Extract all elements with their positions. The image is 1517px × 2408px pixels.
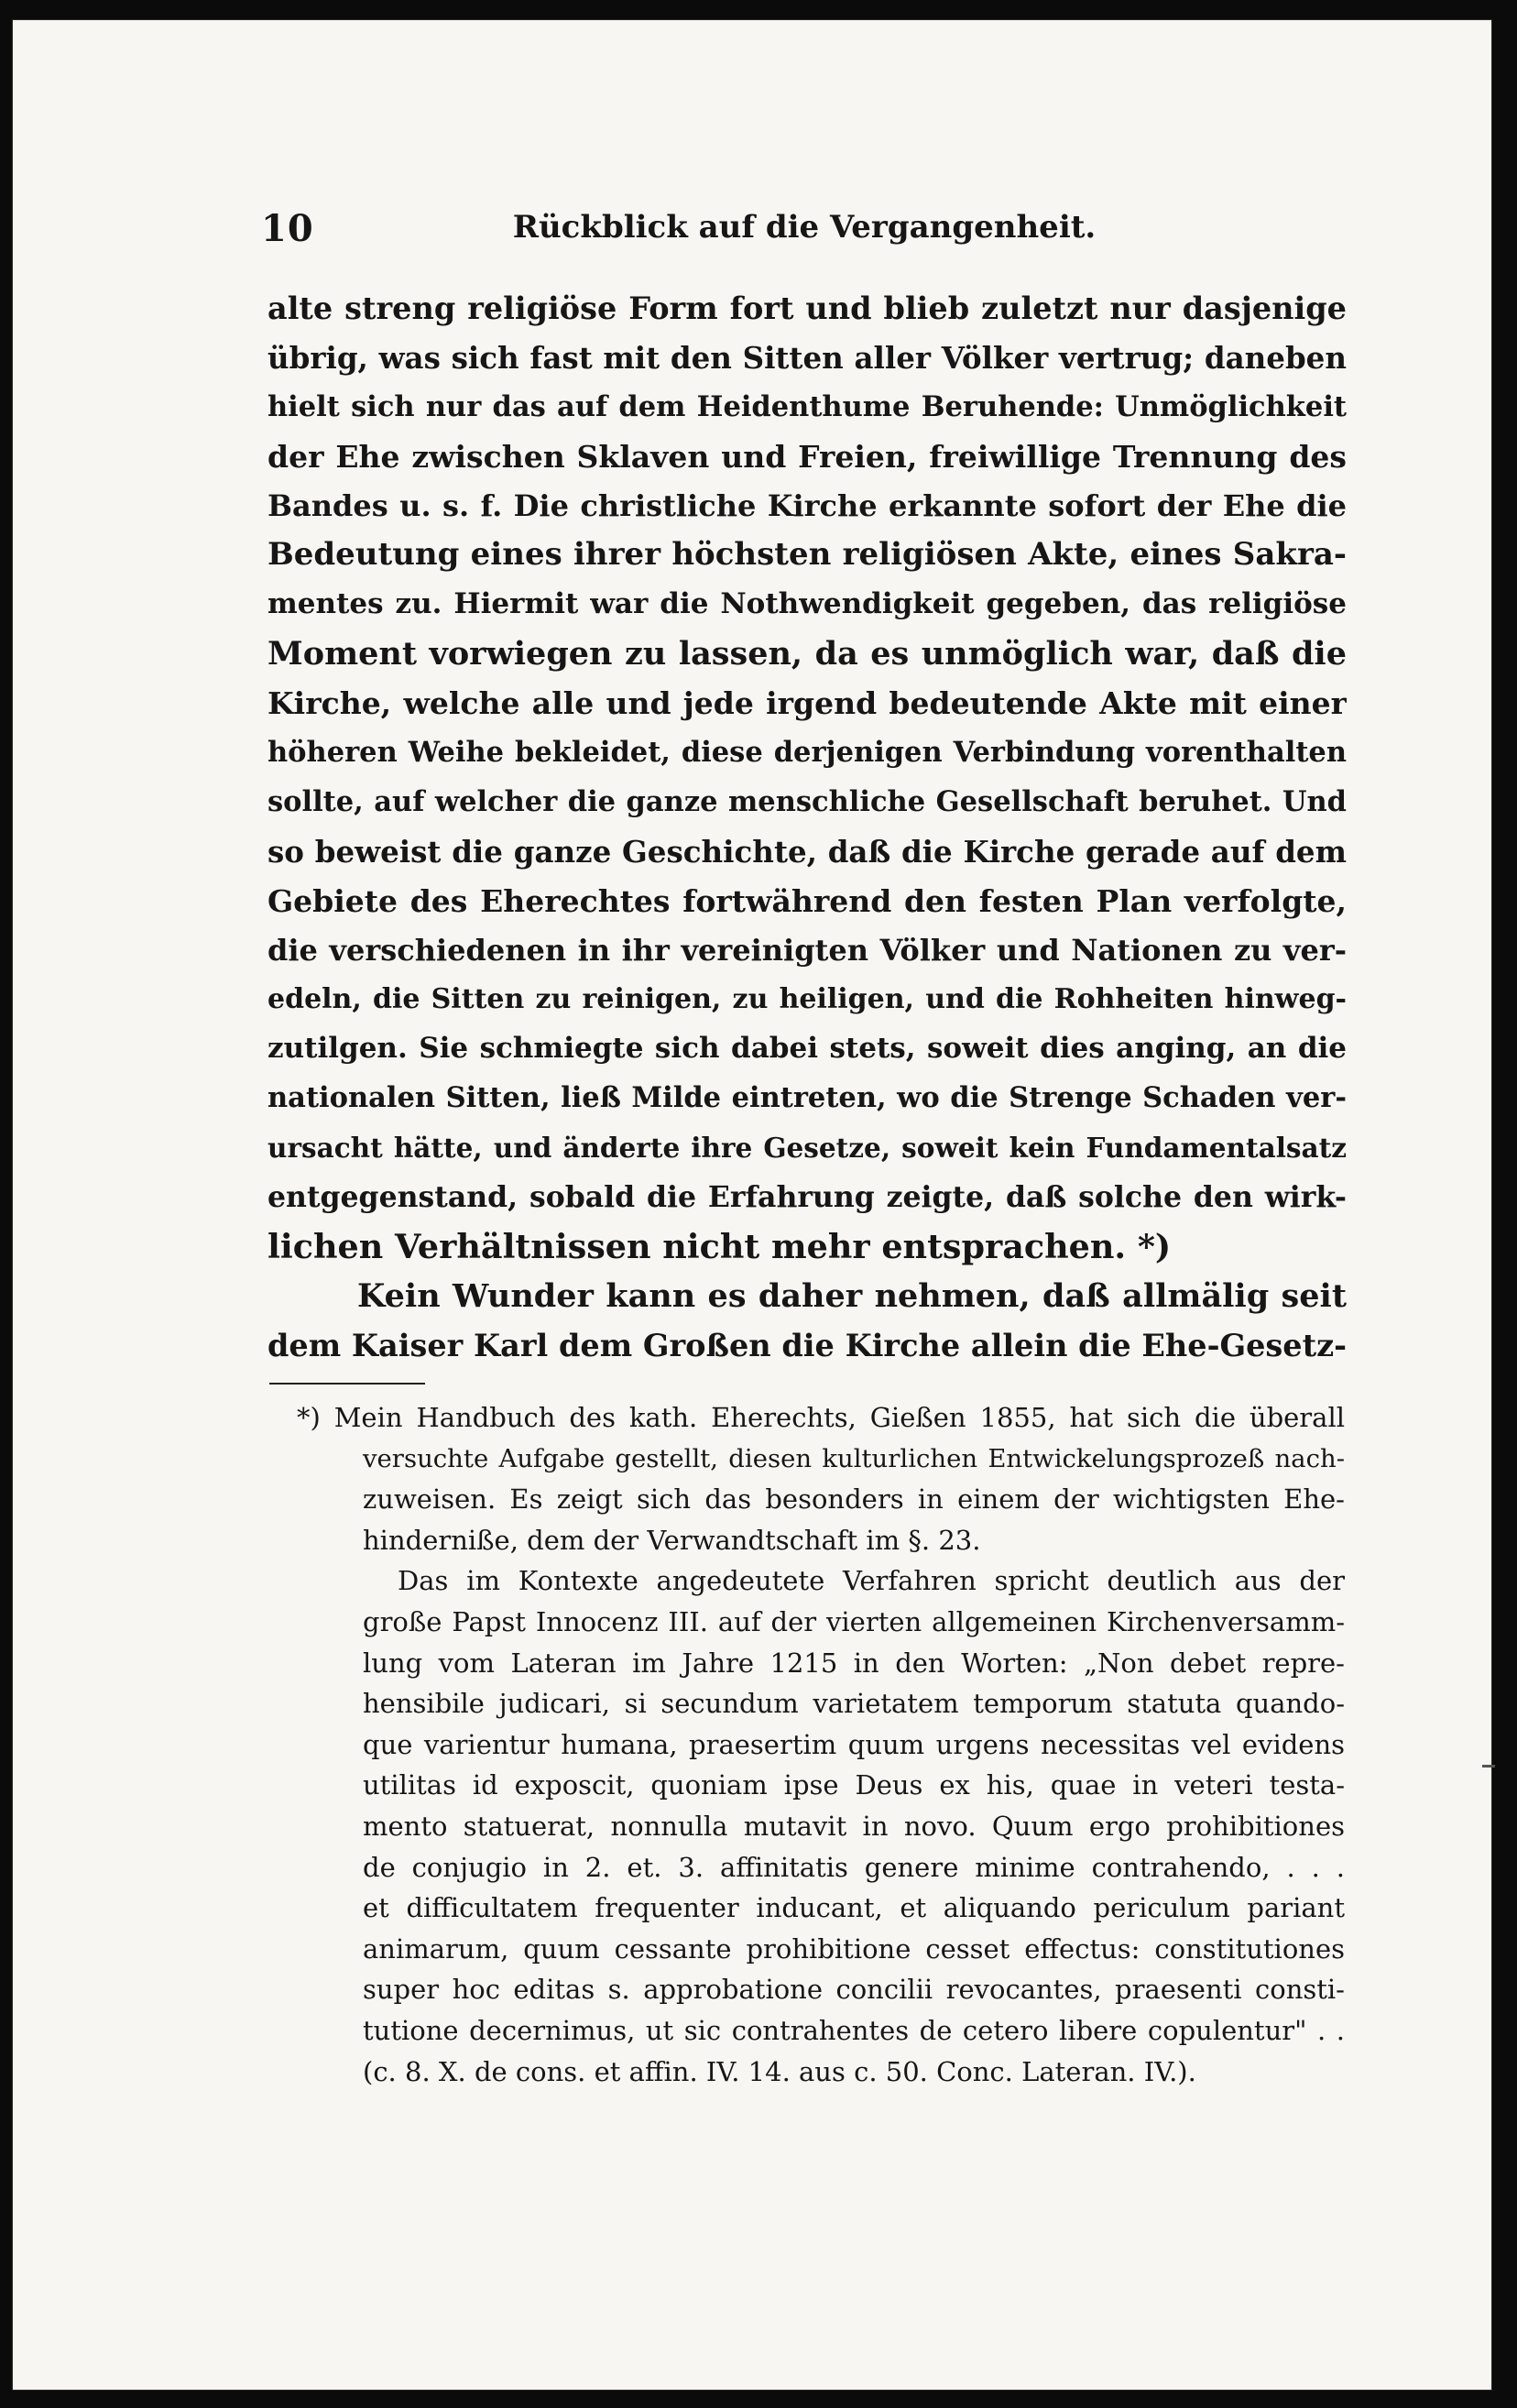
footnote-line: *) Mein Handbuch des kath. Eherechts, Gießen 1855, hat sich die überall [297, 1402, 1345, 1433]
footnote-line: et difficultatem frequenter inducant, et aliquando periculum pariant [363, 1892, 1345, 1924]
running-title: Rückblick auf die Vergangenheit. [512, 209, 1097, 246]
text-line: Moment vorwiegen zu lassen, da es unmöglich war, daß die [267, 635, 1347, 673]
footnote-line: tutione decernimus, ut sic contrahentes de cetero libere copulentur" . . [363, 2014, 1345, 2046]
footnote-line: hinderniße, dem der Verwandtschaft im §. 23. [363, 1524, 981, 1556]
text-line: hielt sich nur das auf dem Heidenthume Beruhende: Unmöglichkeit [267, 389, 1347, 423]
body-text [267, 284, 1347, 1371]
edge-mark [1482, 1765, 1495, 1768]
page-number: 10 [261, 207, 314, 250]
running-head [261, 207, 1348, 258]
text-line: so beweist die ganze Geschichte, daß die Kirche gerade auf dem [267, 833, 1347, 870]
text-line: Gebiete des Eherechtes fortwährend den festen Plan verfolgte, [267, 882, 1347, 919]
footnote-line: de conjugio in 2. et. 3. affinitatis genere minime contrahendo, . . . [363, 1851, 1345, 1883]
text-line: dem Kaiser Karl dem Großen die Kirche allein die Ehe-Gesetz- [267, 1327, 1347, 1363]
text-line: Kein Wunder kann es daher nehmen, daß allmälig seit [357, 1276, 1347, 1315]
footnote-rule [269, 1383, 425, 1385]
footnote-line: zuweisen. Es zeigt sich das besonders in einem der wichtigsten Ehe- [363, 1483, 1345, 1516]
footnote-line: versuchte Aufgabe gestellt, diesen kulturlichen Entwickelungsprozeß nach- [363, 1443, 1345, 1473]
text-line: ursacht hätte, und änderte ihre Gesetze, soweit kein Fundamentalsatz [267, 1132, 1347, 1165]
footnotes [297, 1397, 1345, 2092]
footnote-line: (c. 8. X. de cons. et affin. IV. 14. aus c. 50. Conc. Lateran. IV.). [363, 2055, 1196, 2087]
footnote-line: mento statuerat, nonnulla mutavit in novo. Quum ergo prohibitiones [363, 1810, 1345, 1842]
text-line: höheren Weihe bekleidet, diese derjenigen Verbindung vorenthalten [267, 736, 1347, 770]
text-line: sollte, auf welcher die ganze menschliche Gesellschaft beruhet. Und [267, 784, 1347, 818]
text-line: Kirche, welche alle und jede irgend bedeutende Akte mit einer [267, 685, 1347, 722]
text-line: Bandes u. s. f. Die christliche Kirche erkannte sofort der Ehe die [267, 487, 1347, 523]
footnote-line: que varientur humana, praesertim quum urgens necessitas vel evidens [363, 1728, 1345, 1760]
text-line: zutilgen. Sie schmiegte sich dabei stets, soweit dies anging, an die [267, 1032, 1347, 1066]
text-line: nationalen Sitten, ließ Milde eintreten, wo die Strenge Schaden ver- [267, 1081, 1347, 1115]
footnote-line: super hoc editas s. approbatione concilii revocantes, praesenti consti- [363, 1974, 1345, 2006]
text-line: übrig, was sich fast mit den Sitten aller Völker vertrug; daneben [267, 339, 1347, 376]
footnote-line: große Papst Innocenz III. auf der vierten allgemeinen Kirchenversamm- [363, 1605, 1345, 1637]
footnote-line: Das im Kontexte angedeutete Verfahren spricht deutlich aus der [398, 1565, 1345, 1597]
text-line: mentes zu. Hiermit war die Nothwendigkeit gegeben, das religiöse [267, 587, 1347, 621]
footnote-line: utilitas id exposcit, quoniam ipse Deus ex his, quae in veteri testa- [363, 1769, 1345, 1801]
text-line: entgegenstand, sobald die Erfahrung zeigte, daß solche den wirk- [267, 1180, 1347, 1215]
text-line: alte streng religiöse Form fort und blieb zuletzt nur dasjenige [267, 290, 1347, 326]
text-line: die verschiedenen in ihr vereinigten Völker und Nationen zu ver- [267, 932, 1347, 968]
footnote-line: animarum, quum cessante prohibitione cesset effectus: constitutiones [363, 1932, 1345, 1965]
footnote-line: lung vom Lateran im Jahre 1215 in den Worten: „Non debet repre- [363, 1647, 1345, 1679]
text-line: Bedeutung eines ihrer höchsten religiösen Akte, eines Sakra- [267, 536, 1347, 574]
text-line: der Ehe zwischen Sklaven und Freien, freiwillige Trennung des [267, 438, 1347, 475]
footnote-line: hensibile judicari, si secundum varietatem temporum statuta quando- [363, 1688, 1345, 1720]
text-line: lichen Verhältnissen nicht mehr entsprachen. *) [267, 1226, 1172, 1266]
text-line: edeln, die Sitten zu reinigen, zu heiligen, und die Rohheiten hinweg- [267, 983, 1347, 1016]
